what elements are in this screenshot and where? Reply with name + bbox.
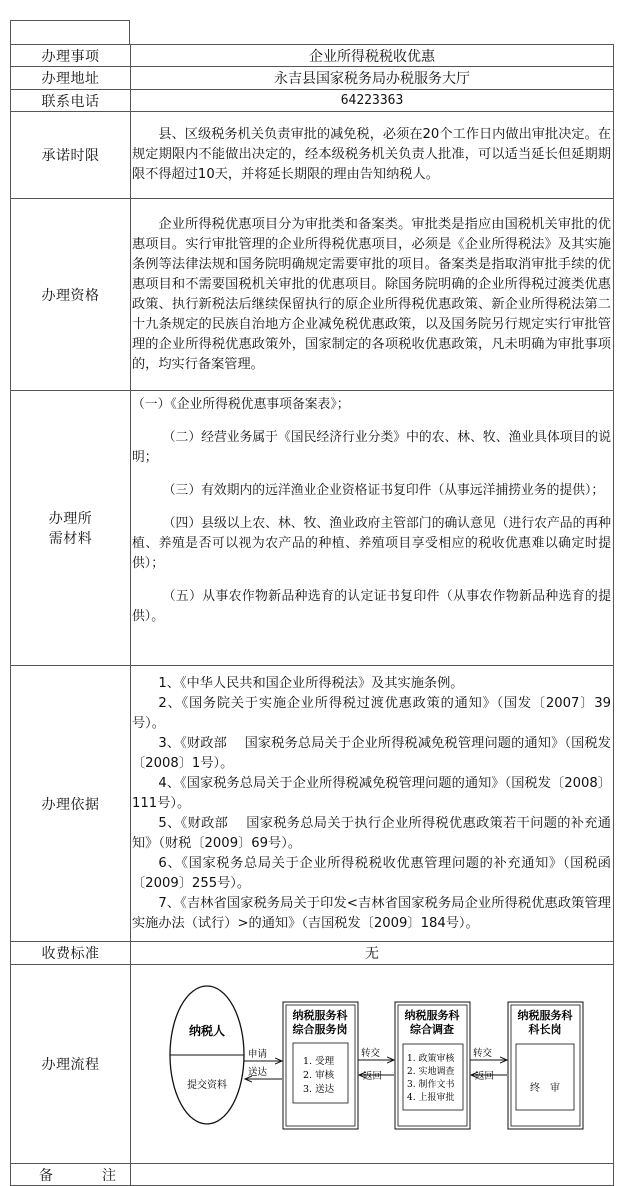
taxpayer-sub: 提交资料 — [187, 1080, 227, 1091]
basis-item-7: 7、《吉林省国家税务局关于印发<吉林省国家税务局企业所得税优惠政策管理实施办法（试行）>的通知》（吉国税发〔2009〕184号）。 — [132, 895, 611, 931]
header-stub-cell — [10, 20, 130, 44]
basis-item-1: 1、《中华人民共和国企业所得税法》及其实施条例。 — [158, 675, 464, 691]
label-materials-line1: 办理所 — [48, 511, 93, 527]
label-item: 办理事项 — [11, 45, 131, 67]
row-qualification — [11, 199, 614, 391]
promise-text: 县、区级税务机关负责审批的减免税，必须在20个工作日内做出审批决定。在规定期限内不能做出决定的，经本级税务机关负责人批准，可以适当延长但延期期限不得超过10天，并将延长期限的理由告知纳税人。 — [132, 127, 611, 182]
label-return-2: 返回 — [475, 1071, 495, 1082]
value-address: 永吉县国家税务局办税服务大厅 — [131, 67, 614, 90]
value-process — [131, 965, 614, 1164]
box1-step-3: 3. 送达 — [303, 1084, 335, 1095]
box2-step-4: 4. 上报审批 — [407, 1093, 455, 1103]
label-fee: 收费标准 — [11, 942, 131, 965]
label-phone: 联系电话 — [11, 90, 131, 112]
process-flowchart — [131, 965, 613, 1159]
material-item-4: （四）县级以上农、林、牧、渔业政府主管部门的确认意见（进行农产品的再种植、养殖是否可以视为农产品的种植、养殖项目享受相应的税收优惠难以确定时提供）； — [132, 516, 611, 571]
qualification-text: 企业所得税优惠项目分为审批类和备案类。审批类是指应由国税机关审批的优惠项目。实行审批管理的企业所得税优惠项目，必须是《企业所得税法》及其实施条例等法律法规和国务院明确规定需要审批的项目。备案类是指取消审批手续的优惠项目和不需要国税机关审批的优惠项目。除国务院明确的企业所得税过渡类优惠政策、执行新税法后继续保留执行的原企业所得税优惠政策、新企业所得税法第二十九条规定的民族自治地方企业减免税优惠政策，以及国务院另行规定实行审批管理的企业所得税优惠政策外，国家制定的各项税收优惠政策，凡未明确为审批事项的，均实行备案管理。 — [132, 216, 611, 372]
value-basis — [131, 666, 614, 942]
material-item-2: （二）经营业务属于《国民经济行业分类》中的农、林、牧、渔业具体项目的说明； — [132, 430, 611, 465]
row-address — [11, 67, 614, 90]
material-item-1: （一）《企业所得税优惠事项备案表》； — [132, 397, 350, 412]
value-item: 企业所得税税收优惠 — [131, 45, 614, 67]
row-remark — [11, 1164, 614, 1186]
box3-body: 终 审 — [530, 1083, 560, 1094]
value-phone: 64223363 — [131, 90, 614, 112]
value-promise — [131, 112, 614, 199]
label-qualification: 办理资格 — [11, 199, 131, 391]
box2-title-line2: 综合调查 — [410, 1023, 454, 1036]
basis-item-4: 4、《国家税务总局关于企业所得税减免税管理问题的通知》（国税发〔2008〕111号）。 — [132, 775, 611, 811]
value-remark — [131, 1164, 614, 1186]
row-promise — [11, 112, 614, 199]
label-remark-right: 注 — [102, 1167, 116, 1184]
basis-item-6: 6、《国家税务总局关于企业所得税税收优惠管理问题的补充通知》（国税函〔2009〕255号）。 — [132, 855, 611, 891]
label-materials-line2: 需材料 — [48, 531, 93, 547]
box2-step-3: 3. 制作文书 — [407, 1080, 455, 1090]
box1-title-line2: 综合服务岗 — [292, 1023, 348, 1036]
label-address: 办理地址 — [11, 67, 131, 90]
label-promise: 承诺时限 — [11, 112, 131, 199]
row-materials — [11, 391, 614, 666]
taxpayer-title: 纳税人 — [188, 1024, 226, 1038]
box1-step-1: 1. 受理 — [303, 1056, 335, 1067]
label-return-1: 返回 — [363, 1071, 383, 1082]
box3-title-line1: 纳税服务科 — [517, 1009, 573, 1022]
label-materials — [11, 391, 131, 666]
label-basis: 办理依据 — [11, 666, 131, 942]
box1-title-line1: 纳税服务科 — [292, 1009, 348, 1022]
box2-step-1: 1. 政策审核 — [407, 1054, 455, 1064]
value-qualification — [131, 199, 614, 391]
row-basis — [11, 666, 614, 942]
material-item-3: （三）有效期内的远洋渔业企业资格证书复印件（从事远洋捕捞业务的提供）； — [162, 483, 605, 498]
row-item — [11, 45, 614, 67]
row-process — [11, 965, 614, 1164]
service-info-table — [10, 44, 614, 1186]
label-transfer-2: 转交 — [473, 1048, 493, 1059]
box1-step-2: 2. 审核 — [303, 1070, 335, 1081]
label-remark-left: 备 — [39, 1167, 53, 1184]
row-phone — [11, 90, 614, 112]
label-apply: 申请 — [248, 1049, 268, 1060]
basis-item-5: 5、《财政部 国家税务总局关于执行企业所得税优惠政策若干问题的补充通知》（财税〔2009〕69号）。 — [132, 815, 611, 851]
value-materials — [131, 391, 614, 666]
basis-item-2: 2、《国务院关于实施企业所得税过渡优惠政策的通知》（国发〔2007〕39号）。 — [132, 695, 611, 731]
box3-title-line2: 科长岗 — [528, 1023, 562, 1036]
box2-step-2: 2. 实地调查 — [407, 1067, 455, 1077]
box2-title-line1: 纳税服务科 — [404, 1009, 460, 1022]
label-deliver: 送达 — [248, 1067, 268, 1078]
label-process: 办理流程 — [11, 965, 131, 1164]
box3-body-frame — [516, 1044, 574, 1110]
value-fee: 无 — [131, 942, 614, 965]
basis-item-3: 3、《财政部 国家税务总局关于企业所得税减免税管理问题的通知》（国税发〔2008〕1号）。 — [132, 735, 611, 771]
label-remark — [11, 1164, 131, 1186]
row-fee — [11, 942, 614, 965]
label-transfer-1: 转交 — [361, 1048, 381, 1059]
material-item-5: （五）从事农作物新品种选育的认定证书复印件（从事农作物新品种选育的提供）。 — [132, 589, 611, 624]
